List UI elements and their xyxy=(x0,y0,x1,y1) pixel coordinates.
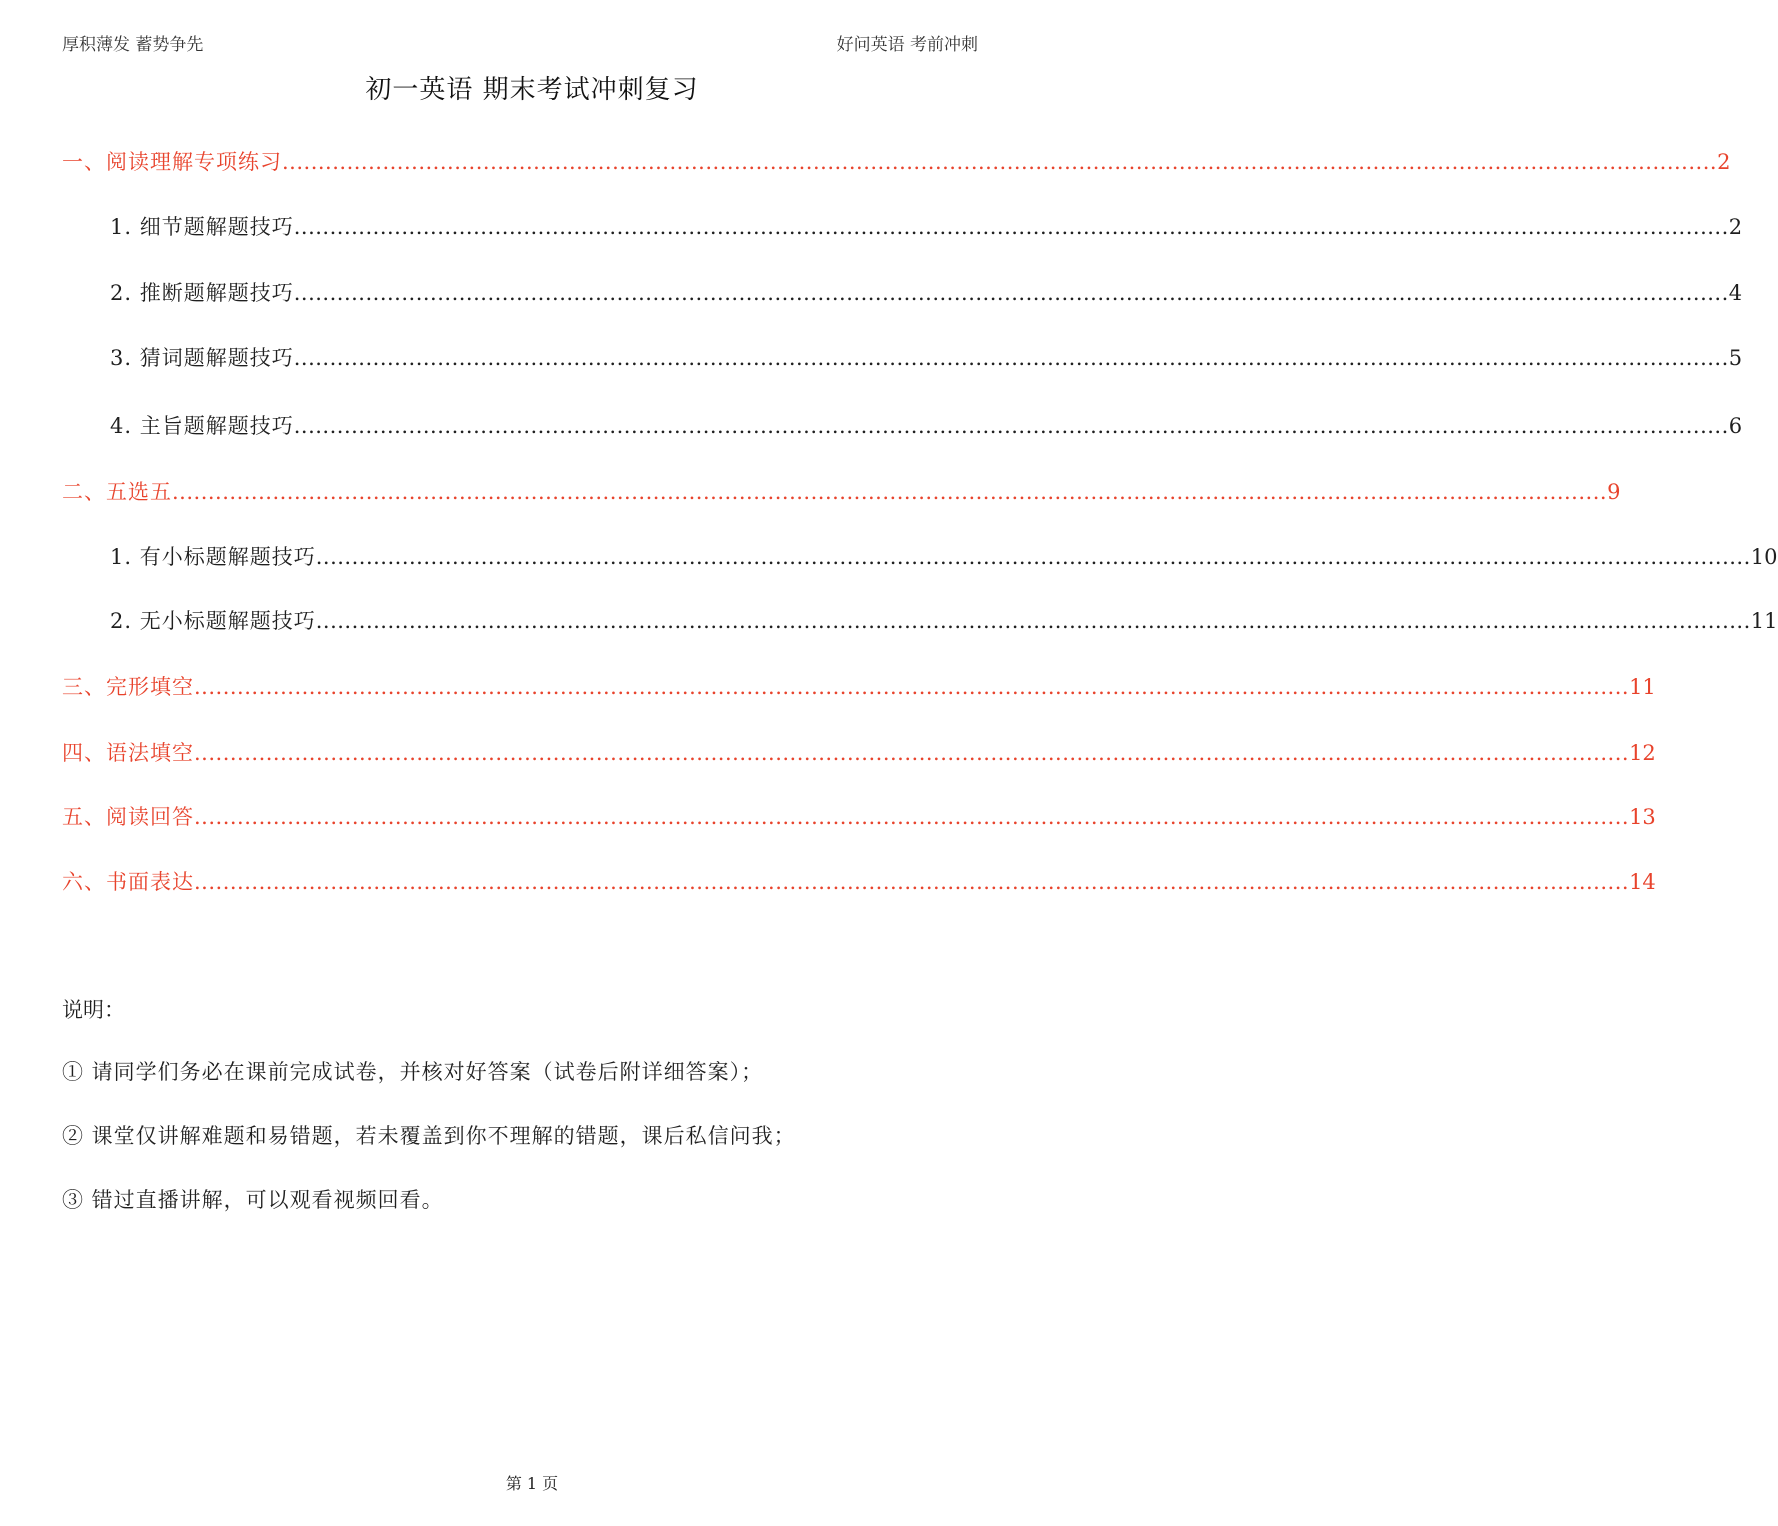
toc-page-number: 9 xyxy=(1607,480,1621,504)
toc-page-number: 4 xyxy=(1728,281,1743,305)
instruction-item: ② 课堂仅讲解难题和易错题，若未覆盖到你不理解的错题，课后私信问我； xyxy=(62,1124,796,1148)
running-header-right: 好问英语 考前冲刺 xyxy=(836,35,978,55)
toc-page-number: 12 xyxy=(1629,741,1656,765)
toc-dot-leader: ........................................................................................................................................................................................................ xyxy=(194,741,1630,765)
toc-entry-text: 2. 无小标题解题技巧 xyxy=(110,609,316,633)
toc-entry-text: 1. 有小标题解题技巧 xyxy=(110,545,316,569)
toc-entry-text: 六、书面表达 xyxy=(62,870,194,894)
toc-page-number: 13 xyxy=(1629,805,1656,829)
toc-entry-without-subheadings[interactable] xyxy=(110,605,1778,637)
toc-entry-text: 三、完形填空 xyxy=(62,675,194,699)
toc-dot-leader: ........................................................................................................................................................................................................ xyxy=(172,480,1608,504)
toc-page-number: 11 xyxy=(1629,675,1656,699)
toc-page-number: 6 xyxy=(1728,414,1743,438)
toc-entry-text: 3. 猜词题解题技巧 xyxy=(110,346,294,370)
toc-entry-text: 一、阅读理解专项练习 xyxy=(62,150,282,174)
instruction-item: ③ 错过直播讲解，可以观看视频回看。 xyxy=(62,1188,444,1212)
toc-entry-reading-answers[interactable] xyxy=(62,801,1656,833)
instruction-item: ① 请同学们务必在课前完成试卷，并核对好答案（试卷后附详细答案）； xyxy=(62,1060,764,1084)
toc-entry-text: 五、阅读回答 xyxy=(62,805,194,829)
toc-entry-word-guessing[interactable] xyxy=(110,342,1743,374)
toc-entry-inference-questions[interactable] xyxy=(110,277,1743,309)
toc-entry-text: 二、五选五 xyxy=(62,480,172,504)
toc-dot-leader: ........................................................................................................................................................................................................ xyxy=(194,805,1630,829)
toc-dot-leader: ........................................................................................................................................................................................................ xyxy=(315,609,1751,633)
instructions-section xyxy=(62,994,962,1248)
toc-entry-grammar-fill[interactable] xyxy=(62,737,1656,769)
toc-entry-text: 2. 推断题解题技巧 xyxy=(110,281,294,305)
toc-entry-text: 1. 细节题解题技巧 xyxy=(110,215,294,239)
toc-page-number: 5 xyxy=(1728,346,1743,370)
toc-entry-cloze[interactable] xyxy=(62,671,1656,703)
toc-page-number: 14 xyxy=(1629,870,1656,894)
toc-page-number: 10 xyxy=(1750,545,1778,569)
toc-dot-leader: ........................................................................................................................................................................................................ xyxy=(293,346,1729,370)
page-number-footer: 第 1 页 xyxy=(505,1474,559,1493)
toc-dot-leader: ........................................................................................................................................................................................................ xyxy=(315,545,1751,569)
toc-entry-detail-questions[interactable] xyxy=(110,211,1743,243)
toc-dot-leader: ........................................................................................................................................................................................................ xyxy=(293,281,1729,305)
toc-page-number: 2 xyxy=(1717,150,1731,174)
toc-entry-reading-comprehension[interactable] xyxy=(62,146,1731,178)
document-title: 初一英语 期末考试冲刺复习 xyxy=(365,75,699,105)
running-header-left: 厚积薄发 蓄势争先 xyxy=(62,35,204,55)
toc-dot-leader: ........................................................................................................................................................................................................ xyxy=(293,414,1729,438)
toc-entry-main-idea[interactable] xyxy=(110,410,1743,442)
toc-page-number: 11 xyxy=(1750,609,1778,633)
toc-entry-written-expression[interactable] xyxy=(62,866,1656,898)
toc-page-number: 2 xyxy=(1728,215,1743,239)
toc-dot-leader: ........................................................................................................................................................................................................ xyxy=(293,215,1729,239)
toc-dot-leader: ........................................................................................................................................................................................................ xyxy=(194,870,1630,894)
instructions-heading: 说明： xyxy=(62,998,125,1022)
toc-dot-leader: ........................................................................................................................................................................................................ xyxy=(194,675,1630,699)
toc-dot-leader: ........................................................................................................................................................................................................ xyxy=(282,150,1718,174)
toc-entry-five-choose-five[interactable] xyxy=(62,476,1621,508)
toc-entry-text: 4. 主旨题解题技巧 xyxy=(110,414,294,438)
toc-entry-with-subheadings[interactable] xyxy=(110,541,1778,573)
toc-entry-text: 四、语法填空 xyxy=(62,741,194,765)
